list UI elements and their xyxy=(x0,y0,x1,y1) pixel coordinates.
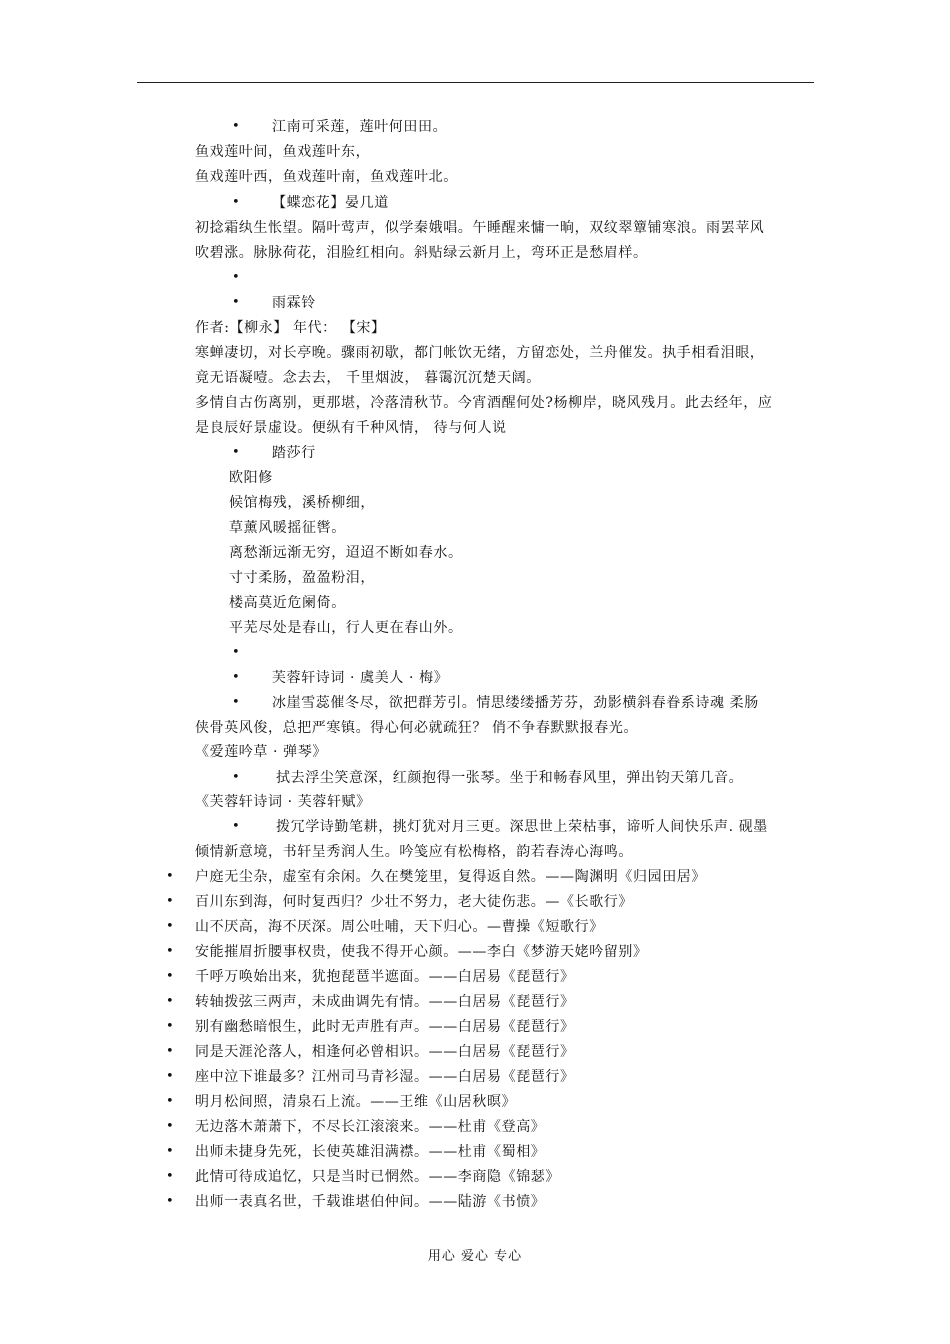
text-line: 安能摧眉折腰事权贵，使我不得开心颜。——李白《梦游天姥吟留别》 xyxy=(195,944,648,960)
text-line: 作者:【柳永】 年代： 【宋】 xyxy=(195,320,386,336)
bullet-icon: • xyxy=(166,1094,174,1109)
page-footer: 用心 爱心 专心 xyxy=(427,1249,523,1264)
text-line: 山不厌高，海不厌深。周公吐哺，天下归心。—曹操《短歌行》 xyxy=(195,919,604,935)
bullet-icon: • xyxy=(232,295,240,310)
text-line: 明月松间照，清泉石上流。——王维《山居秋暝》 xyxy=(195,1094,517,1110)
text-line: 鱼戏莲叶间，鱼戏莲叶东， xyxy=(195,144,371,160)
text-line: 别有幽愁暗恨生，此时无声胜有声。——白居易《琵琶行》 xyxy=(195,1019,575,1035)
text-line: 此情可待成追忆，只是当时已惘然。——李商隐《锦瑟》 xyxy=(195,1169,560,1185)
bullet-icon: • xyxy=(232,819,240,834)
bullet-icon: • xyxy=(232,695,240,710)
text-line: 冰崖雪蕊催冬尽，欲把群芳引。情思缕缕播芳芬，劲影横斜春眷系诗魂 柔肠 xyxy=(272,695,759,711)
bullet-icon: • xyxy=(232,195,240,210)
bullet-icon: • xyxy=(166,919,174,934)
text-line: 拨冗学诗勤笔耕，挑灯犹对月三更。深思世上荣枯事，谛听人间快乐声. 砚墨 xyxy=(276,819,768,835)
text-line: 草薰风暖摇征辔。 xyxy=(229,520,346,536)
text-line: 楼高莫近危阑倚。 xyxy=(229,595,346,611)
bullet-icon: • xyxy=(232,119,240,134)
text-line: 座中泣下谁最多？江州司马青衫湿。——白居易《琵琶行》 xyxy=(195,1069,575,1085)
text-line: 候馆梅残，溪桥柳细， xyxy=(229,495,375,511)
text-line: 户庭无尘杂，虚室有余闲。久在樊笼里，复得返自然。——陶渊明《归园田居》 xyxy=(195,869,706,885)
bullet-icon: • xyxy=(232,770,240,785)
bullet-icon: • xyxy=(166,1069,174,1084)
text-line: 转轴拨弦三两声，未成曲调先有情。——白居易《琵琶行》 xyxy=(195,994,575,1010)
text-line: 侠骨英风俊，总把严寒镇。得心何必就疏狂？ 俏不争春默默报春光。 xyxy=(195,720,639,736)
text-line: 竟无语凝噎。念去去， 千里烟波， 暮霭沉沉楚天阔。 xyxy=(195,370,541,386)
header-rule xyxy=(137,82,814,83)
bullet-icon: • xyxy=(166,1119,174,1134)
bullet-icon: • xyxy=(232,445,240,460)
bullet-icon: • xyxy=(232,645,240,660)
bullet-icon: • xyxy=(166,894,174,909)
bullet-icon: • xyxy=(166,1144,174,1159)
text-line: 《芙蓉轩诗词 · 芙蓉轩赋》 xyxy=(195,794,371,810)
text-line: 无边落木萧萧下，不尽长江滚滚来。——杜甫《登高》 xyxy=(195,1119,546,1135)
text-line: 【蝶恋花】晏几道 xyxy=(272,195,389,211)
text-line: 百川东到海，何时复西归？少壮不努力，老大徒伤悲。—《长歌行》 xyxy=(195,894,633,910)
bullet-icon: • xyxy=(166,944,174,959)
bullet-icon: • xyxy=(166,869,174,884)
bullet-icon: • xyxy=(232,670,240,685)
bullet-icon: • xyxy=(232,270,240,285)
text-line: 寒蝉凄切，对长亭晚。骤雨初歇，都门帐饮无绪，方留恋处，兰舟催发。执手相看泪眼， xyxy=(195,345,765,361)
text-line: 鱼戏莲叶西，鱼戏莲叶南，鱼戏莲叶北。 xyxy=(195,169,458,185)
text-line: 是良辰好景虚设。便纵有千种风情， 待与何人说 xyxy=(195,420,507,436)
text-line: 踏莎行 xyxy=(272,445,316,461)
text-line: 千呼万唤始出来，犹抱琵琶半遮面。——白居易《琵琶行》 xyxy=(195,969,575,985)
text-line: 欧阳修 xyxy=(229,470,273,486)
bullet-icon: • xyxy=(166,1044,174,1059)
bullet-icon: • xyxy=(166,1194,174,1209)
text-line: 拭去浮尘笑意深，红颜抱得一张琴。坐于和畅春风里，弹出钧天第几音。 xyxy=(276,770,744,786)
text-line: 同是天涯沦落人，相逢何必曾相识。——白居易《琵琶行》 xyxy=(195,1044,575,1060)
bullet-icon: • xyxy=(166,1019,174,1034)
text-line: 《爱莲吟草 · 弹琴》 xyxy=(195,744,327,760)
text-line: 雨霖铃 xyxy=(272,295,316,311)
text-line: 吹碧涨。脉脉荷花，泪脸红相向。斜贴绿云新月上，弯环正是愁眉样。 xyxy=(195,245,648,261)
text-line: 芙蓉轩诗词 · 虞美人 · 梅》 xyxy=(272,670,449,686)
text-line: 出师一表真名世，千载谁堪伯仲间。——陆游《书愤》 xyxy=(195,1194,546,1210)
text-line: 离愁渐远渐无穷，迢迢不断如春水。 xyxy=(229,545,463,561)
text-line: 出师未捷身先死，长使英雄泪满襟。——杜甫《蜀相》 xyxy=(195,1144,546,1160)
text-line: 寸寸柔肠，盈盈粉泪， xyxy=(229,570,375,586)
text-line: 多情自古伤离别，更那堪，冷落清秋节。今宵酒醒何处?杨柳岸，晓风残月。此去经年，应 xyxy=(195,395,773,411)
bullet-icon: • xyxy=(166,994,174,1009)
text-line: 平芜尽处是春山，行人更在春山外。 xyxy=(229,620,463,636)
bullet-icon: • xyxy=(166,1169,174,1184)
text-line: 倾情新意境，书轩呈秀润人生。吟笺应有松梅格，韵若春涛心海鸣。 xyxy=(195,844,633,860)
text-line: 江南可采莲，莲叶何田田。 xyxy=(272,119,448,135)
text-line: 初捻霜纨生怅望。隔叶莺声，似学秦娥唱。午睡醒来慵一晌，双纹翠簟铺寒浪。雨罢苹风 xyxy=(195,220,765,236)
bullet-icon: • xyxy=(166,969,174,984)
